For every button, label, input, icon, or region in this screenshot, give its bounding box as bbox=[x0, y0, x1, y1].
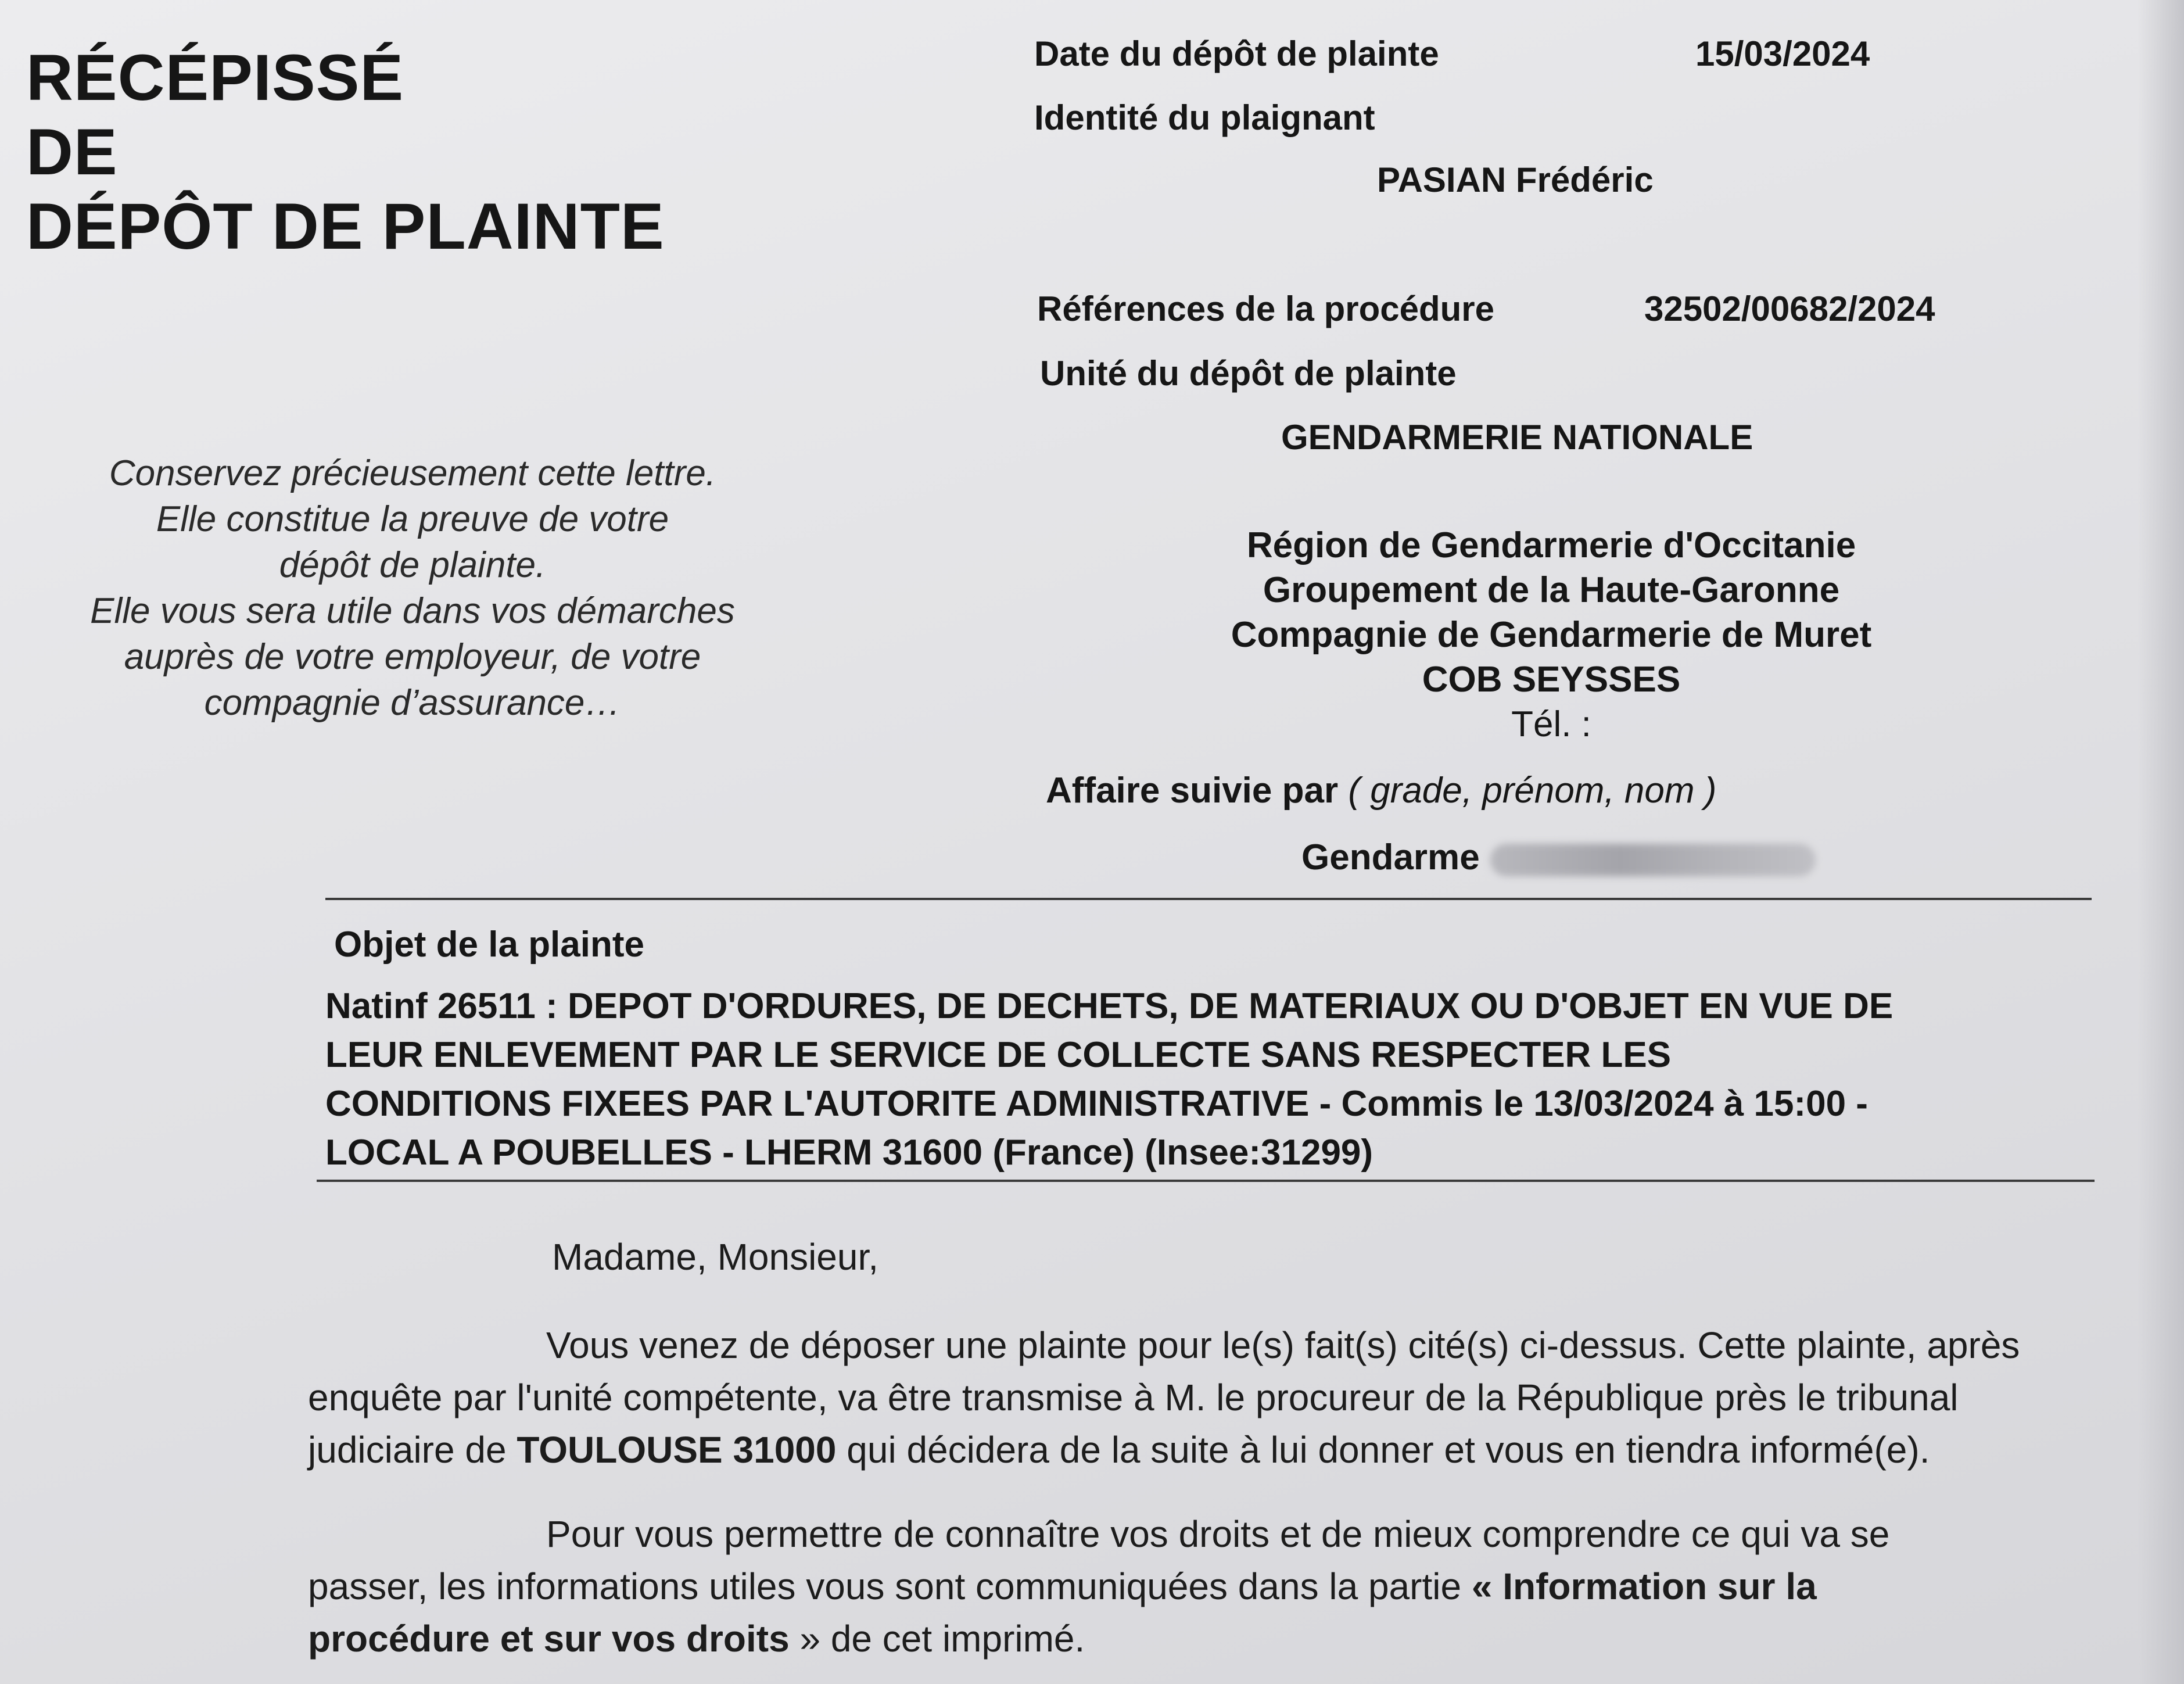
letter-text: passer, les informations utiles vous sont communiquées dans la partie bbox=[308, 1565, 1472, 1607]
tribunal-city: TOULOUSE 31000 bbox=[517, 1429, 837, 1471]
unit-name: GENDARMERIE NATIONALE bbox=[1281, 418, 1753, 457]
complaint-line: LOCAL A POUBELLES - LHERM 31600 (France) (Insee:31299) bbox=[325, 1133, 1373, 1173]
letter-text: judiciaire de bbox=[308, 1429, 517, 1471]
agent-rank: Gendarme bbox=[1301, 837, 1480, 877]
complaint-description bbox=[325, 982, 2103, 1177]
letter-greeting-block bbox=[308, 1231, 2156, 1283]
unit-label: Unité du dépôt de plainte bbox=[1040, 354, 1457, 393]
complaint-heading: Objet de la plainte bbox=[334, 925, 644, 965]
letter-text: qui décidera de la suite à lui donner et vous en tiendra informé(e). bbox=[836, 1429, 1930, 1471]
section-divider-top bbox=[325, 898, 2092, 900]
advice-line: dépôt de plainte. bbox=[279, 545, 546, 585]
title-line-1: RÉCÉPISSÉ bbox=[26, 41, 404, 114]
complaint-line: LEUR ENLEVEMENT PAR LE SERVICE DE COLLECTE SANS RESPECTER LES bbox=[325, 1035, 1672, 1075]
unit-line: Région de Gendarmerie d'Occitanie bbox=[1246, 525, 1856, 565]
letter-greeting: Madame, Monsieur, bbox=[552, 1236, 879, 1278]
redacted-agent-name bbox=[1490, 844, 1816, 876]
agent-line bbox=[1301, 837, 1816, 878]
title-line-2: DE bbox=[26, 116, 118, 188]
unit-address bbox=[1150, 523, 1952, 747]
case-followed-by bbox=[1046, 770, 1716, 811]
letter-paragraph-1 bbox=[308, 1319, 2156, 1476]
unit-phone-label: Tél. : bbox=[1511, 704, 1591, 744]
advice-note bbox=[46, 450, 779, 726]
advice-line: auprès de votre employeur, de votre bbox=[124, 637, 701, 677]
document-title bbox=[26, 41, 665, 264]
letter-line bbox=[308, 1560, 2156, 1613]
identity-label: Identité du plaignant bbox=[1034, 98, 1375, 137]
unit-line: COB SEYSSES bbox=[1422, 660, 1681, 700]
letter-line: enquête par l'unité compétente, va être transmise à M. le procureur de la République près le tribunal bbox=[308, 1377, 1959, 1418]
followed-hint: ( grade, prénom, nom ) bbox=[1348, 771, 1717, 811]
followed-label: Affaire suivie par bbox=[1046, 771, 1339, 811]
letter-line bbox=[308, 1613, 2156, 1665]
unit-line: Groupement de la Haute-Garonne bbox=[1263, 570, 1840, 610]
advice-line: Elle vous sera utile dans vos démarches bbox=[90, 591, 735, 631]
unit-line: Compagnie de Gendarmerie de Muret bbox=[1231, 615, 1872, 655]
letter-line: Pour vous permettre de connaître vos droits et de mieux comprendre ce qui va se bbox=[546, 1513, 1890, 1555]
rights-section-ref: « Information sur la bbox=[1471, 1565, 1817, 1607]
date-value: 15/03/2024 bbox=[1695, 34, 1870, 73]
complaint-line: CONDITIONS FIXEES PAR L'AUTORITE ADMINISTRATIVE - Commis le 13/03/2024 à 15:00 - bbox=[325, 1084, 1868, 1124]
title-line-3: DÉPÔT DE PLAINTE bbox=[26, 190, 665, 263]
reference-value: 32502/00682/2024 bbox=[1644, 289, 1935, 328]
letter-line: Vous venez de déposer une plainte pour le(s) fait(s) cité(s) ci-dessus. Cette plainte, après bbox=[546, 1324, 2020, 1366]
advice-line: compagnie d’assurance… bbox=[204, 683, 621, 723]
identity-value: PASIAN Frédéric bbox=[1377, 160, 1654, 199]
letter-paragraph-2 bbox=[308, 1508, 2156, 1665]
reference-label: Références de la procédure bbox=[1037, 289, 1495, 328]
advice-line: Conservez précieusement cette lettre. bbox=[109, 453, 716, 493]
advice-line: Elle constitue la preuve de votre bbox=[156, 499, 669, 539]
rights-section-ref: procédure et sur vos droits bbox=[308, 1618, 790, 1660]
letter-text: » de cet imprimé. bbox=[789, 1618, 1085, 1660]
letter-line bbox=[308, 1424, 2156, 1476]
section-divider-bottom bbox=[317, 1180, 2095, 1182]
date-label: Date du dépôt de plainte bbox=[1034, 34, 1439, 73]
complaint-line: Natinf 26511 : DEPOT D'ORDURES, DE DECHETS, DE MATERIAUX OU D'OBJET EN VUE DE bbox=[325, 986, 1893, 1026]
